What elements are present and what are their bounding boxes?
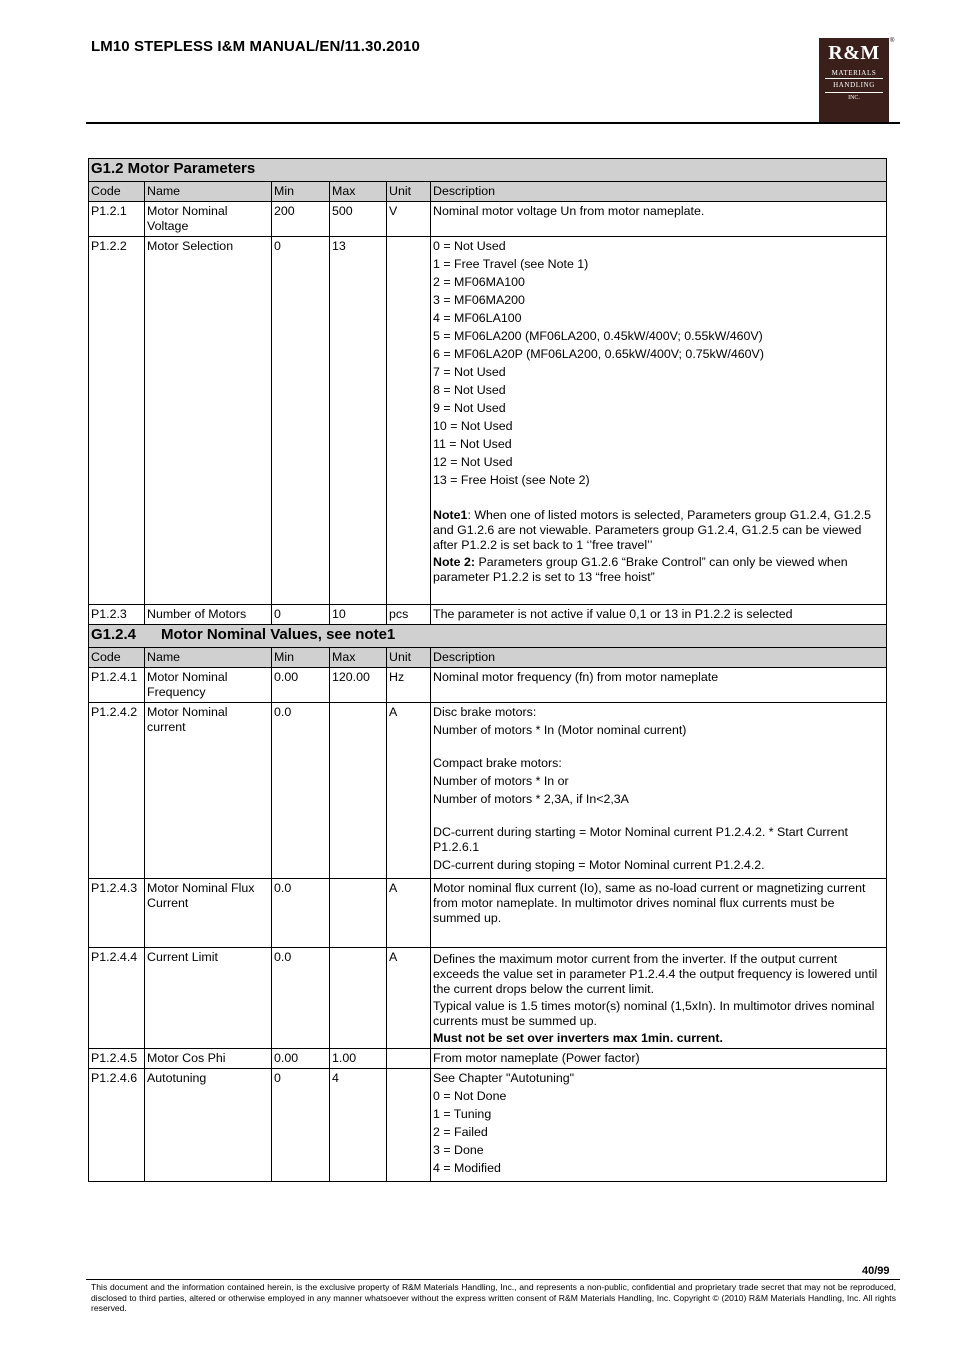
- param-min: 0.0: [272, 879, 330, 948]
- table-header-row: [89, 182, 887, 202]
- param-description: [431, 703, 887, 879]
- option-line: 9 = Not Used: [433, 401, 506, 415]
- note-1-label: Note1: [433, 508, 468, 522]
- description-warning: Must not be set over inverters max 1min. current.: [433, 1031, 723, 1045]
- column-header-description: Description: [431, 182, 887, 202]
- param-unit: pcs: [387, 605, 431, 625]
- option-line: 11 = Not Used: [433, 437, 512, 451]
- note-2: [433, 555, 884, 585]
- document-title: LM10 STEPLESS I&M MANUAL/EN/11.30.2010: [91, 38, 420, 55]
- param-min: 0.00: [272, 1049, 330, 1069]
- note-2-text: Parameters group G1.2.6 “Brake Control” can only be viewed when parameter P1.2.2 is set to 13 “free hoist”: [433, 555, 848, 584]
- column-header-unit: Unit: [387, 182, 431, 202]
- description-line: Number of motors * 2,3A, if In<2,3A: [433, 792, 629, 806]
- confidentiality-notice: This document and the information contained herein, is the exclusive property of R&M Materials Handling, Inc., and represents a non-public, confidential and proprietary trade secret that may not be reproduced, disclosed to third parties, altered or otherwise employed in any manner whatsoever without the express written consent of R&M Materials Handling, Inc. Copyright © (2010) R&M Materials Handling, Inc. All rights reserved.: [91, 1282, 896, 1313]
- param-description: [431, 237, 887, 605]
- description-line: Defines the maximum motor current from the inverter. If the output current exceeds the value set in parameter P1.2.4.4 the output frequency is lowered until the current drops below the current limit.: [433, 952, 878, 996]
- column-header-code: Code: [89, 648, 145, 668]
- param-code: P1.2.4.6: [89, 1069, 145, 1182]
- param-name: Autotuning: [145, 1069, 272, 1182]
- column-header-description: Description: [431, 648, 887, 668]
- table-row: [89, 879, 887, 948]
- param-unit: [387, 237, 431, 605]
- note-1: [433, 508, 884, 553]
- option-line: 4 = Modified: [433, 1161, 501, 1175]
- option-line: 4 = MF06LA100: [433, 311, 522, 325]
- param-max: [330, 703, 387, 879]
- description-line: Motor nominal flux current (Io), same as no-load current or magnetizing current from motor nameplate. In multimotor drives nominal flux currents must be summed up.: [433, 881, 866, 925]
- param-min: 0: [272, 605, 330, 625]
- description-line: See Chapter "Autotuning": [433, 1071, 575, 1085]
- param-code: P1.2.4.2: [89, 703, 145, 879]
- param-description: [431, 879, 887, 948]
- param-max: [330, 879, 387, 948]
- option-line: 2 = Failed: [433, 1125, 488, 1139]
- table-header-row: [89, 648, 887, 668]
- param-unit: [387, 1069, 431, 1182]
- rm-logo: [819, 38, 889, 122]
- option-line: 10 = Not Used: [433, 419, 513, 433]
- param-unit: [387, 1049, 431, 1069]
- parameters-table: [88, 158, 887, 1182]
- param-name: Motor Cos Phi: [145, 1049, 272, 1069]
- param-max: 4: [330, 1069, 387, 1182]
- header-divider: [86, 122, 900, 124]
- table-row: [89, 237, 887, 605]
- param-min: 0: [272, 237, 330, 605]
- param-max: 13: [330, 237, 387, 605]
- param-max: 120.00: [330, 668, 387, 703]
- note-2-label: Note 2:: [433, 555, 475, 569]
- param-code: P1.2.4.4: [89, 948, 145, 1049]
- column-header-unit: Unit: [387, 648, 431, 668]
- param-unit: Hz: [387, 668, 431, 703]
- description-line: DC-current during starting = Motor Nominal current P1.2.4.2. * Start Current P1.2.6.1: [433, 825, 848, 854]
- description-line: Nominal motor voltage Un from motor nameplate.: [433, 204, 705, 218]
- column-header-name: Name: [145, 648, 272, 668]
- table-row: [89, 605, 887, 625]
- description-line: Compact brake motors:: [433, 756, 562, 770]
- table-row: [89, 1049, 887, 1069]
- param-unit: A: [387, 703, 431, 879]
- param-description: [431, 605, 887, 625]
- option-line: 13 = Free Hoist (see Note 2): [433, 473, 590, 487]
- option-line: 8 = Not Used: [433, 383, 506, 397]
- param-max: 1.00: [330, 1049, 387, 1069]
- table-row: [89, 1069, 887, 1182]
- param-min: 200: [272, 202, 330, 237]
- option-line: 3 = MF06MA200: [433, 293, 525, 307]
- table-row: [89, 948, 887, 1049]
- param-min: 0.0: [272, 703, 330, 879]
- footer-divider: [86, 1279, 900, 1280]
- param-code: P1.2.4.5: [89, 1049, 145, 1069]
- param-name: Motor Selection: [145, 237, 272, 605]
- param-name: Current Limit: [145, 948, 272, 1049]
- param-code: P1.2.1: [89, 202, 145, 237]
- param-name: Number of Motors: [145, 605, 272, 625]
- option-line: 5 = MF06LA200 (MF06LA200, 0.45kW/400V; 0.55kW/460V): [433, 329, 763, 343]
- option-line: 12 = Not Used: [433, 455, 513, 469]
- description-line: Disc brake motors:: [433, 705, 537, 719]
- param-max: [330, 948, 387, 1049]
- page-number: 40/99: [862, 1265, 890, 1277]
- option-line: 6 = MF06LA20P (MF06LA200, 0.65kW/400V; 0.75kW/460V): [433, 347, 764, 361]
- param-description: [431, 202, 887, 237]
- param-unit: V: [387, 202, 431, 237]
- param-description: [431, 1049, 887, 1069]
- param-unit: A: [387, 879, 431, 948]
- option-line: 1 = Free Travel (see Note 1): [433, 257, 589, 271]
- description-line: DC-current during stoping = Motor Nominal current P1.2.4.2.: [433, 858, 765, 872]
- param-max: 500: [330, 202, 387, 237]
- param-max: 10: [330, 605, 387, 625]
- logo-line-inc: INC.: [825, 92, 883, 101]
- note-1-text: : When one of listed motors is selected, Parameters group G1.2.4, G1.2.5 and G1.2.6 are not viewable. Parameters group G1.2.4, G1.2.5 can be viewed after P1.2.2 is set back to 1 ‘’free travel’’: [433, 508, 872, 552]
- column-header-min: Min: [272, 182, 330, 202]
- logo-line-handling: HANDLING: [825, 78, 883, 90]
- option-line: 3 = Done: [433, 1143, 484, 1157]
- param-min: 0: [272, 1069, 330, 1182]
- table-row: [89, 202, 887, 237]
- column-header-min: Min: [272, 648, 330, 668]
- option-line: 0 = Not Done: [433, 1089, 507, 1103]
- param-min: 0.0: [272, 948, 330, 1049]
- description-line: Number of motors * In (Motor nominal current): [433, 723, 687, 737]
- option-line: 0 = Not Used: [433, 239, 506, 253]
- section-title-motor-parameters: G1.2 Motor Parameters: [89, 159, 887, 182]
- param-description: [431, 948, 887, 1049]
- option-line: 1 = Tuning: [433, 1107, 492, 1121]
- column-header-code: Code: [89, 182, 145, 202]
- table-row: [89, 703, 887, 879]
- logo-main: R&M: [828, 42, 880, 64]
- param-description: [431, 668, 887, 703]
- param-min: 0.00: [272, 668, 330, 703]
- section-title-motor-nominal-values: G1.2.4 Motor Nominal Values, see note1: [89, 625, 887, 648]
- param-code: P1.2.2: [89, 237, 145, 605]
- option-line: 7 = Not Used: [433, 365, 506, 379]
- column-header-name: Name: [145, 182, 272, 202]
- param-name: Motor Nominal Flux Current: [145, 879, 272, 948]
- description-line: Typical value is 1.5 times motor(s) nominal (1,5xIn). In multimotor drives nominal currents must be summed up.: [433, 999, 875, 1028]
- description-line: The parameter is not active if value 0,1 or 13 in P1.2.2 is selected: [433, 607, 793, 621]
- param-name: Motor Nominal current: [145, 703, 272, 879]
- param-unit: A: [387, 948, 431, 1049]
- param-code: P1.2.4.3: [89, 879, 145, 948]
- param-name: Motor Nominal Frequency: [145, 668, 272, 703]
- description-line: Number of motors * In or: [433, 774, 569, 788]
- param-name: Motor Nominal Voltage: [145, 202, 272, 237]
- param-description: [431, 1069, 887, 1182]
- description-line: From motor nameplate (Power factor): [433, 1051, 640, 1065]
- logo-line-materials: MATERIALS: [831, 69, 877, 77]
- param-code: P1.2.4.1: [89, 668, 145, 703]
- description-line: Nominal motor frequency (fn) from motor nameplate: [433, 670, 719, 684]
- option-line: 2 = MF06MA100: [433, 275, 525, 289]
- column-header-max: Max: [330, 648, 387, 668]
- table-row: [89, 668, 887, 703]
- param-code: P1.2.3: [89, 605, 145, 625]
- column-header-max: Max: [330, 182, 387, 202]
- registered-mark: ®: [890, 38, 895, 44]
